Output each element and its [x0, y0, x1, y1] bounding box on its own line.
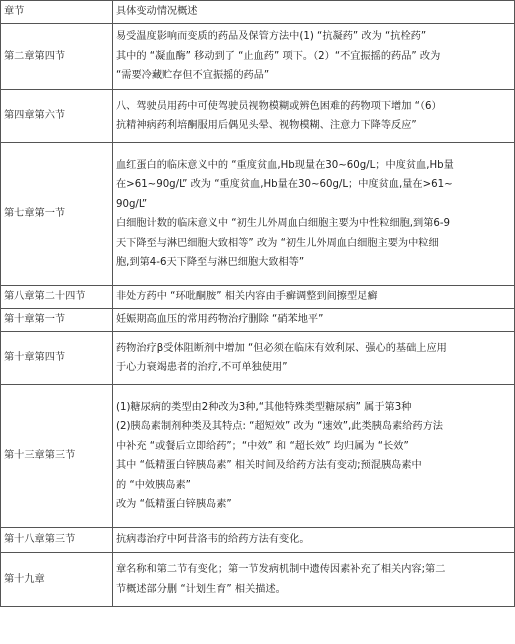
- section-label: 第十八章第三节: [4, 534, 76, 546]
- header-section-label: 章节: [4, 6, 25, 18]
- table-body: [1, 1, 515, 607]
- table-row: [1, 24, 515, 90]
- section-cell: [1, 309, 113, 332]
- description-line: 改为 “低精蛋白锌胰岛素”: [116, 499, 232, 510]
- description-line: 药物治疗β受体阻断剂中增加 “但必须在临床有效利尿、强心的基础上应用: [116, 342, 447, 354]
- description-line: 胞,到第4-6天下降至与淋巴细胞大致相等”: [116, 257, 305, 268]
- section-cell: [1, 528, 113, 553]
- description-cell: [113, 24, 515, 90]
- description-cell: [113, 309, 515, 332]
- description-line: 其中的 “凝血酶” 移动到了 “止血药” 项下。（2）“不宜振摇的药品” 改为: [116, 50, 441, 62]
- description-line: 抗病毒治疗中阿昔洛韦的给药方法有变化。: [116, 534, 310, 546]
- description-cell: [113, 385, 515, 528]
- header-description-label: 具体变动情况概述: [116, 6, 198, 18]
- description-line: 抗精神病药利培酮服用后偶见头晕、视物模糊、注意力下降等反应”: [116, 120, 417, 131]
- description-cell: [113, 553, 515, 607]
- description-line: 90g/L”: [116, 198, 148, 210]
- description-line: “需要冷藏贮存但不宜振摇的药品”: [116, 70, 270, 82]
- section-label: 第八章第二十四节: [4, 291, 86, 303]
- section-label: 第七章第一节: [4, 208, 66, 220]
- description-line: 妊娠期高血压的常用药物治疗删除 “硝苯地平”: [116, 314, 324, 326]
- section-cell: [1, 332, 113, 385]
- section-cell: [1, 90, 113, 143]
- section-label: 第十章第四节: [4, 352, 66, 364]
- section-label: 第十三章第三节: [4, 450, 76, 462]
- description-line: 在>61~90g/L” 改为 “重度贫血,Hb量在30~60g/L；中度贫血,量在>61~: [116, 179, 453, 190]
- description-cell: [113, 90, 515, 143]
- description-line: (1)糖尿病的类型由2种改为3种,“其他特殊类型糖尿病” 属于第3种: [116, 401, 412, 413]
- description-line: 章名称和第二节有变化；第一节发病机制中遗传因素补充了相关内容;第二: [116, 564, 446, 575]
- description-line: 其中 “低精蛋白锌胰岛素” 相关时间及给药方法有变动;预混胰岛素中: [116, 460, 422, 471]
- description-line: 的 “中效胰岛素”: [116, 479, 191, 491]
- description-line: (2)胰岛素制剂种类及其特点: “超短效” 改为 “速效”,此类胰岛素给药方法: [116, 421, 443, 432]
- section-label: 第四章第六节: [4, 110, 66, 122]
- table-row: [1, 143, 515, 286]
- description-cell: [113, 286, 515, 309]
- section-cell: [1, 385, 113, 528]
- table-row: [1, 90, 515, 143]
- description-cell: [113, 143, 515, 286]
- section-cell: [1, 143, 113, 286]
- table-row: [1, 309, 515, 332]
- table-row: [1, 385, 515, 528]
- section-cell: [1, 24, 113, 90]
- header-section-cell: [1, 1, 113, 24]
- description-line: 八、驾驶员用药中可使驾驶员视物模糊或辨色困难的药物项下增加 “（6）: [116, 100, 442, 112]
- description-line: 天下降至与淋巴细胞大致相等” 改为 “初生儿外周血白细胞主要为中粒细: [116, 237, 439, 249]
- section-cell: [1, 286, 113, 309]
- section-label: 第十九章: [4, 573, 45, 585]
- description-line: 于心力衰竭患者的治疗,不可单独使用”: [116, 362, 288, 373]
- section-cell: [1, 553, 113, 607]
- header-description-cell: [113, 1, 515, 24]
- table-row: [1, 286, 515, 309]
- table-row: [1, 553, 515, 607]
- description-line: 血红蛋白的临床意义中的 “重度贫血,Hb现量在30~60g/L；中度贫血,Hb量: [116, 159, 454, 171]
- description-cell: [113, 528, 515, 553]
- section-label: 第十章第一节: [4, 314, 66, 326]
- description-line: 中补充 “或餐后立即给药”；“中效” 和 “超长效” 均归属为 “长效”: [116, 440, 409, 452]
- description-line: 白细胞计数的临床意义中 “初生儿外周血白细胞主要为中性粒细胞,到第6-9: [116, 218, 451, 229]
- table-row: [1, 332, 515, 385]
- section-label: 第二章第四节: [4, 50, 66, 62]
- table-header-row: [1, 1, 515, 24]
- description-line: 易受温度影响而变质的药品及保管方法中(1) “抗凝药” 改为 “抗栓药”: [116, 31, 427, 43]
- description-line: 非处方药中 “环吡酮胺” 相关内容由手癣调整到间擦型足癣: [116, 291, 378, 303]
- description-line: 节概述部分删 “计划生育” 相关描述。: [116, 583, 286, 595]
- table-row: [1, 528, 515, 553]
- description-cell: [113, 332, 515, 385]
